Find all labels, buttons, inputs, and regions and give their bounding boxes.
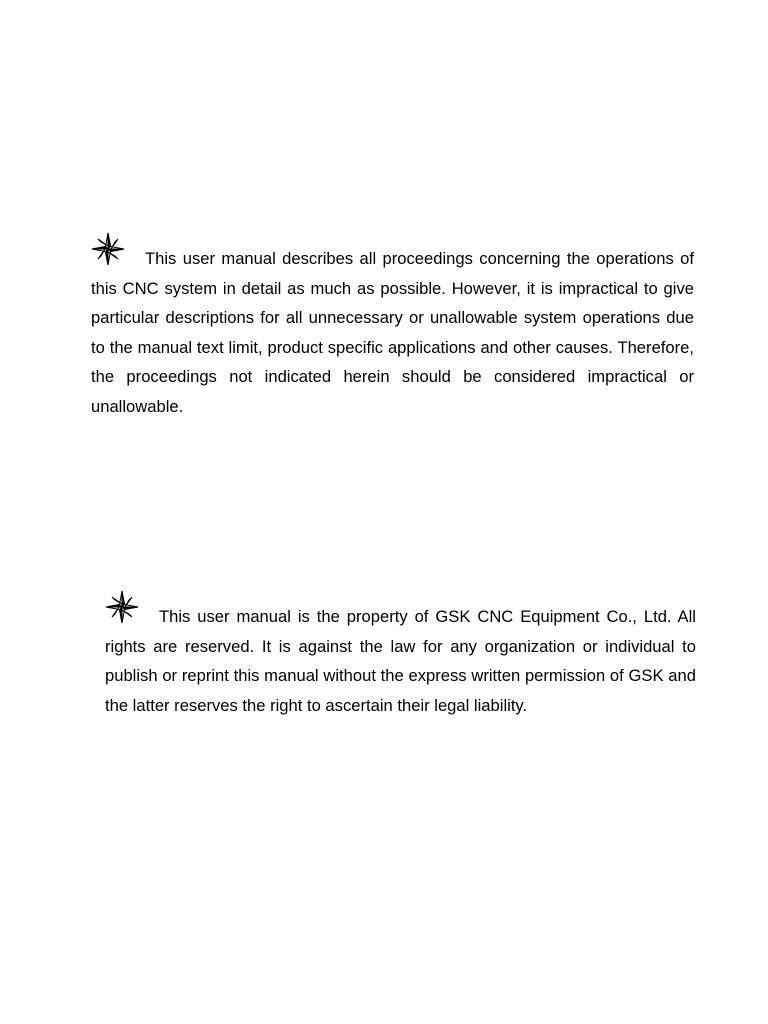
notice-text: This user manual describes all proceedings concerning the operations of this CNC system in detail as much as possible. However, it is impractical to give particular descriptions for all unnecessary or unallowable system operations due to the manual text limit, product specific applications and other causes. Therefore, the proceedings not indicated herein should be considered impractical or unallowable. (91, 249, 694, 416)
copyright-text: This user manual is the property of GSK CNC Equipment Co., Ltd. All rights are reserved. It is against the law for any organization or individual to publish or reprint this manual without the express written permission of GSK and the latter reserves the right to ascertain their legal liability. (105, 607, 696, 715)
copyright-paragraph (105, 600, 696, 720)
compass-star-icon (91, 242, 125, 268)
compass-star-icon (105, 600, 139, 626)
notice-paragraph (91, 242, 694, 422)
